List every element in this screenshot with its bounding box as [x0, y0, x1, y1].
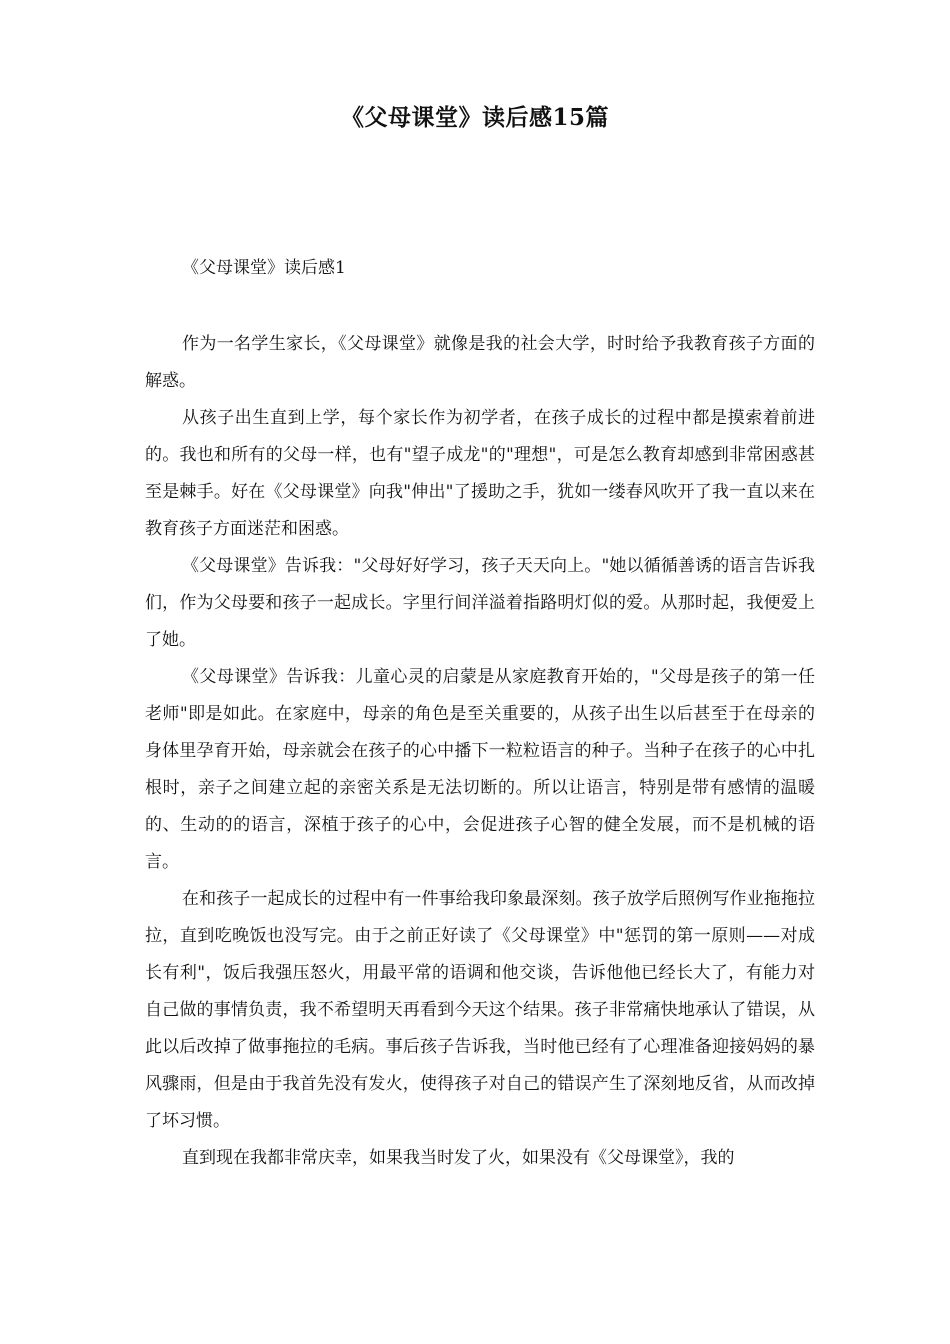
- paragraph-3: 《父母课堂》告诉我："父母好好学习，孩子天天向上。"她以循循善诱的语言告诉我们，作为父母要和孩子一起成长。字里行间洋溢着指路明灯似的爱。从那时起，我便爱上了她。: [145, 556, 815, 650]
- section-heading: 《父母课堂》读后感1: [182, 258, 346, 278]
- paragraph-2: 从孩子出生直到上学，每个家长作为初学者，在孩子成长的过程中都是摸索着前进的。我也和所有的父母一样，也有"望子成龙"的"理想"，可是怎么教育却感到非常困惑甚至是棘手。好在《父母课堂》向我"伸出"了援助之手，犹如一缕春风吹开了我一直以来在教育孩子方面迷茫和困惑。: [145, 408, 815, 539]
- article-body: [145, 326, 815, 1177]
- paragraph-4: 《父母课堂》告诉我：儿童心灵的启蒙是从家庭教育开始的，"父母是孩子的第一任老师"即是如此。在家庭中，母亲的角色是至关重要的，从孩子出生以后甚至于在母亲的身体里孕育开始，母亲就会在孩子的心中播下一粒粒语言的种子。当种子在孩子的心中扎根时，亲子之间建立起的亲密关系是无法切断的。所以让语言，特别是带有感情的温暖的、生动的的语言，深植于孩子的心中，会促进孩子心智的健全发展，而不是机械的语言。: [145, 667, 815, 872]
- paragraph-1: 作为一名学生家长，《父母课堂》就像是我的社会大学，时时给予我教育孩子方面的解惑。: [145, 334, 815, 391]
- paragraph-5: 在和孩子一起成长的过程中有一件事给我印象最深刻。孩子放学后照例写作业拖拖拉拉，直到吃晚饭也没写完。由于之前正好读了《父母课堂》中"惩罚的第一原则——对成长有利"，饭后我强压怒火，用最平常的语调和他交谈，告诉他他已经长大了，有能力对自己做的事情负责，我不希望明天再看到今天这个结果。孩子非常痛快地承认了错误，从此以后改掉了做事拖拉的毛病。事后孩子告诉我，当时他已经有了心理准备迎接妈妈的暴风骤雨，但是由于我首先没有发火，使得孩子对自己的错误产生了深刻地反省，从而改掉了坏习惯。: [145, 889, 815, 1131]
- paragraph-6: 直到现在我都非常庆幸，如果我当时发了火，如果没有《父母课堂》，我的: [182, 1148, 735, 1168]
- document-title: 《父母课堂》读后感15篇: [340, 104, 609, 131]
